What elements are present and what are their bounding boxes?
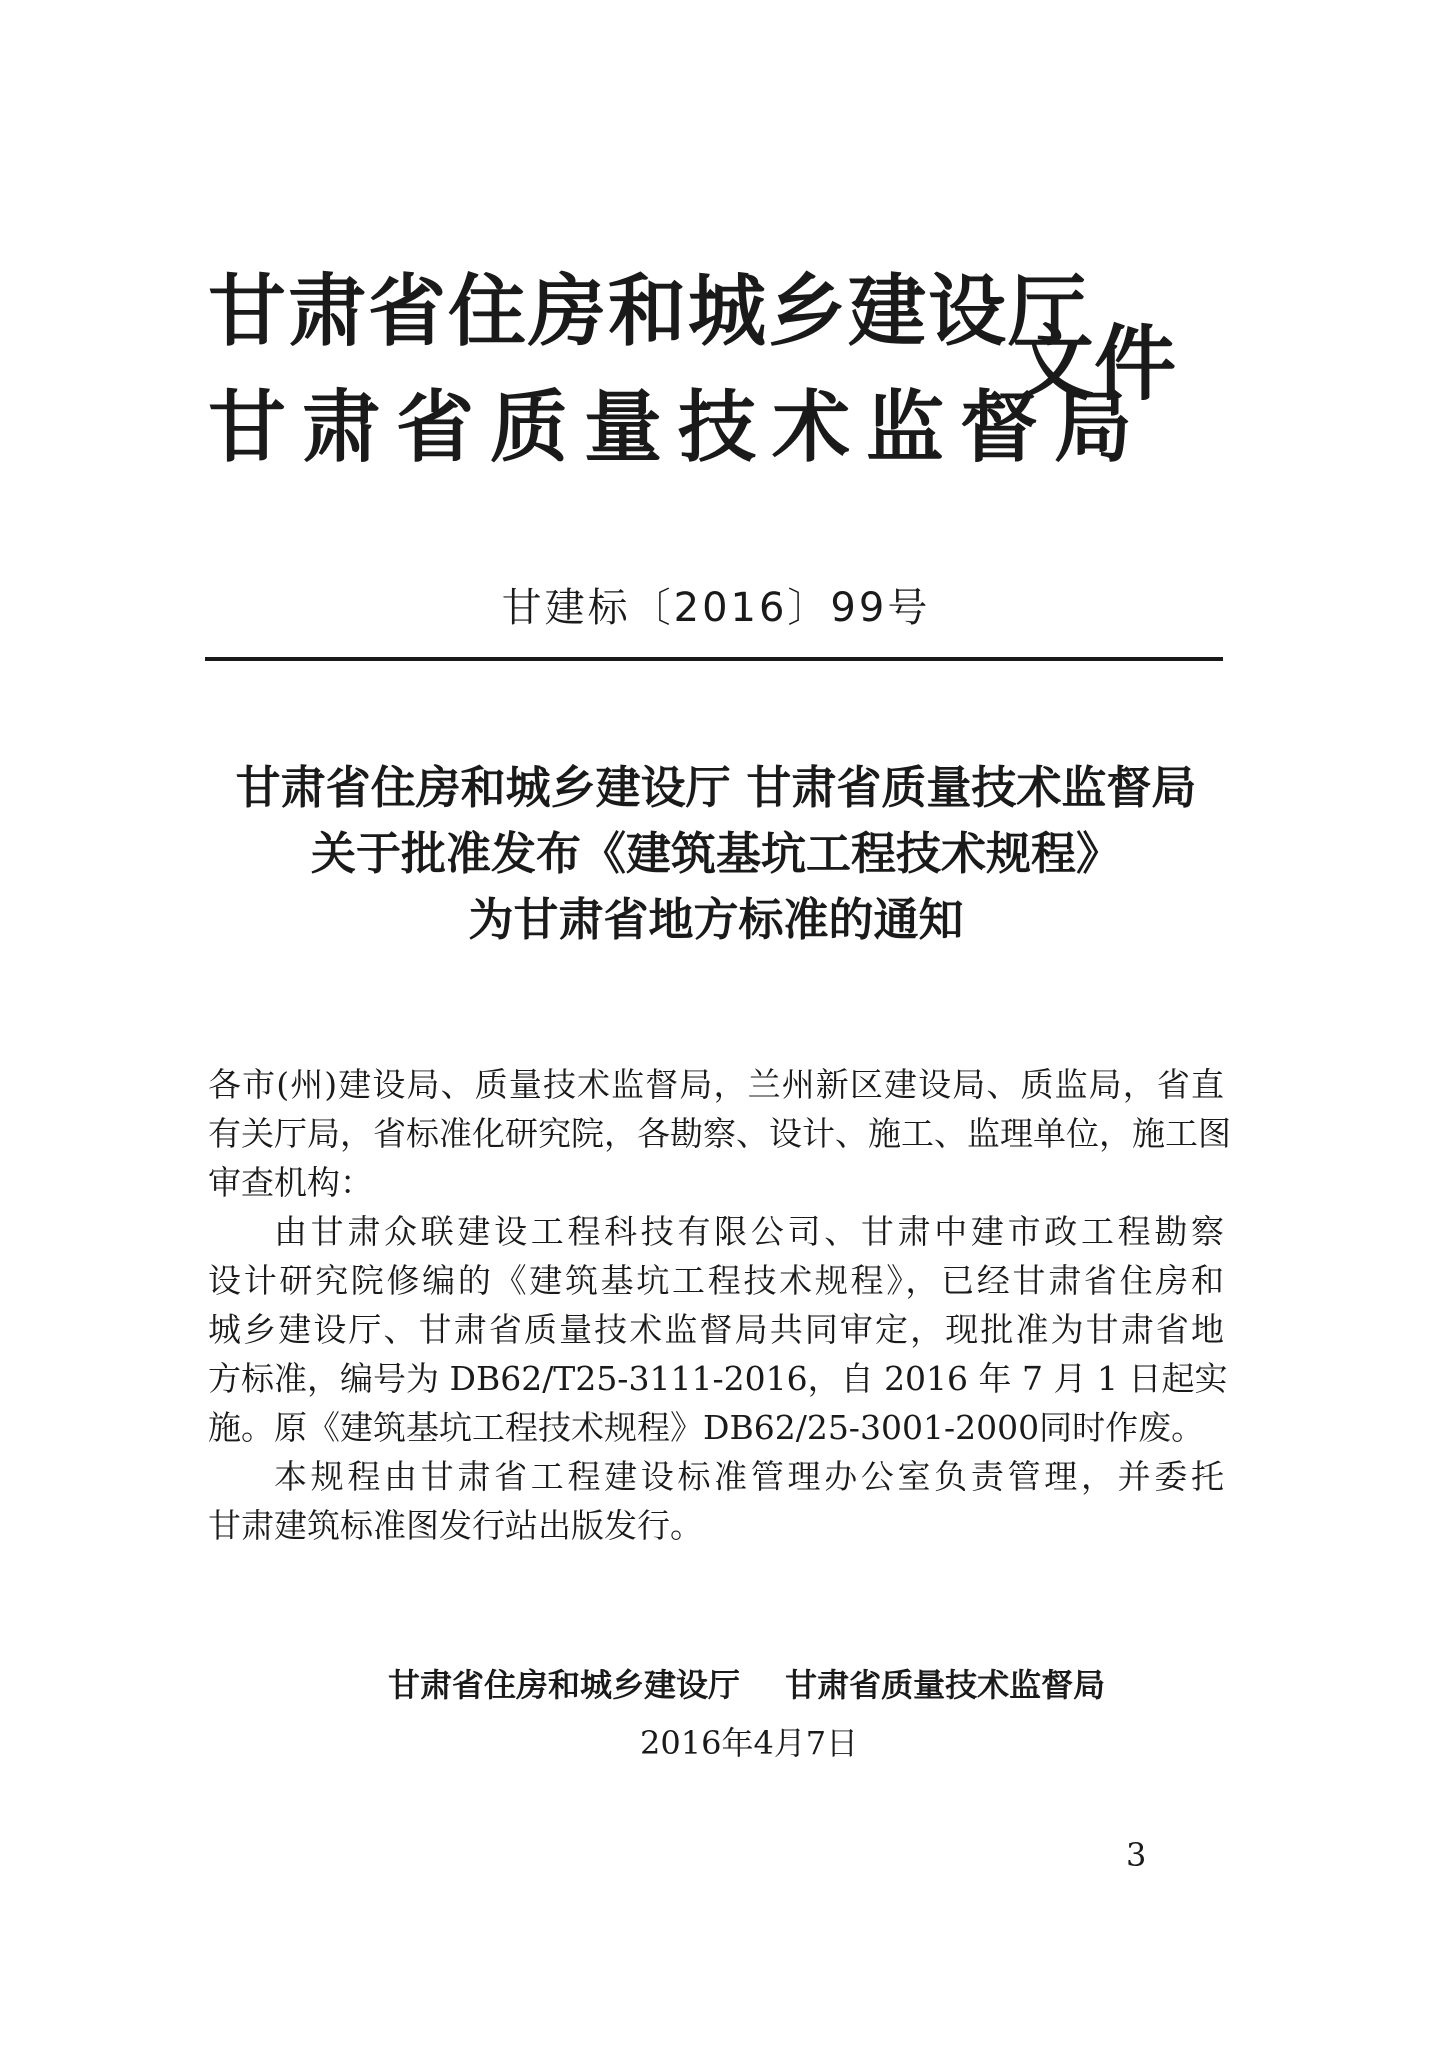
addressee-line-1: 各市(州)建设局、质量技术监督局，兰州新区建设局、质监局，省直: [208, 1065, 1224, 1104]
issuer-name-1: 甘肃省住房和城乡建设厅: [208, 267, 1089, 357]
header-divider: [205, 657, 1223, 661]
title-line-2: 关于批准发布《建筑基坑工程技术规程》: [310, 827, 1121, 880]
paragraph-1-line-2: 设计研究院修编的《建筑基坑工程技术规程》，已经甘肃省住房和: [208, 1261, 1224, 1300]
title-line-3: 为甘肃省地方标准的通知: [468, 893, 964, 946]
paragraph-2-line-1: 本规程由甘肃省工程建设标准管理办公室负责管理，并委托: [274, 1457, 1224, 1496]
paragraph-1-line-4: 方标准，编号为 DB62/T25-3111-2016，自 2016 年 7 月 1 日起实: [208, 1359, 1228, 1398]
paragraph-1-line-3: 城乡建设厅、甘肃省质量技术监督局共同审定，现批准为甘肃省地: [208, 1310, 1224, 1349]
document-title: [0, 755, 1432, 953]
paragraph-1-line-5: 施。原《建筑基坑工程技术规程》DB62/25-3001-2000同时作废。: [208, 1408, 1205, 1447]
signature-issuers: 甘肃省住房和城乡建设厅 甘肃省质量技术监督局: [388, 1666, 1106, 1704]
addressee-line-2: 有关厅局，省标准化研究院，各勘察、设计、施工、监理单位，施工图: [208, 1114, 1231, 1153]
issuer-name-2: 甘肃省质量技术监督局: [208, 383, 1149, 473]
paragraph-2-line-2: 甘肃建筑标准图发行站出版发行。: [208, 1506, 703, 1545]
title-line-1: 甘肃省住房和城乡建设厅 甘肃省质量技术监督局: [235, 761, 1197, 814]
document-number: 甘建标〔2016〕99号: [501, 585, 931, 631]
addressee-line-3: 审查机构：: [208, 1163, 373, 1202]
paragraph-1-line-1: 由甘肃众联建设工程科技有限公司、甘肃中建市政工程勘察: [274, 1212, 1224, 1251]
signature-date: 2016年4月7日: [640, 1724, 859, 1762]
page-number: 3: [1126, 1836, 1147, 1874]
document-body: [208, 1060, 1231, 1550]
document-type-label: 文件: [1012, 317, 1177, 412]
